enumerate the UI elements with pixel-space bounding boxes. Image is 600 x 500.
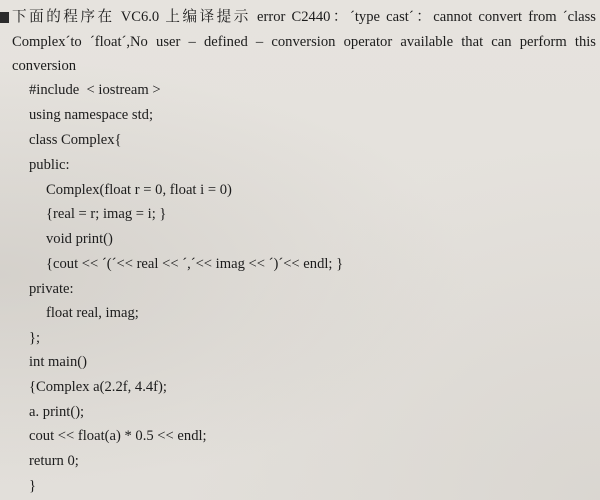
code-line-return: return 0;: [29, 453, 79, 469]
code-line-private: private:: [29, 281, 74, 297]
code-line-class-end: };: [29, 330, 41, 346]
code-line-print-body: {cout << ´(´<< real << ´,´<< imag << ´)´<< endl; }: [46, 256, 344, 272]
code-line-class: class Complex{: [29, 132, 122, 148]
code-line-main-end: }: [29, 478, 37, 494]
code-line-constructor: Complex(float r = 0, float i = 0): [46, 182, 232, 198]
code-line-constructor-body: {real = r; imag = i; }: [46, 206, 167, 222]
code-line-print-decl: void print(): [46, 231, 113, 247]
code-line-include: #include < iostream >: [29, 82, 161, 98]
code-line-cast: cout << float(a) * 0.5 << endl;: [29, 428, 207, 444]
code-line-main: int main(): [29, 354, 87, 370]
code-line-public: public:: [29, 157, 70, 173]
code-line-object: {Complex a(2.2f, 4.4f);: [29, 379, 167, 395]
question-marker: [0, 12, 9, 23]
question-line: Complex´to ´float´,No user – defined – conversion operator available that can perform this: [12, 33, 596, 50]
code-line-members: float real, imag;: [46, 305, 139, 321]
question-text: [12, 5, 596, 79]
question-line: conversion: [12, 58, 77, 74]
code-line-print-call: a. print();: [29, 404, 85, 420]
question-line: 下面的程序在 VC6.0 上编译提示 error C2440：´type cast´：cannot convert from ´class: [12, 9, 596, 25]
code-line-using: using namespace std;: [29, 107, 154, 123]
